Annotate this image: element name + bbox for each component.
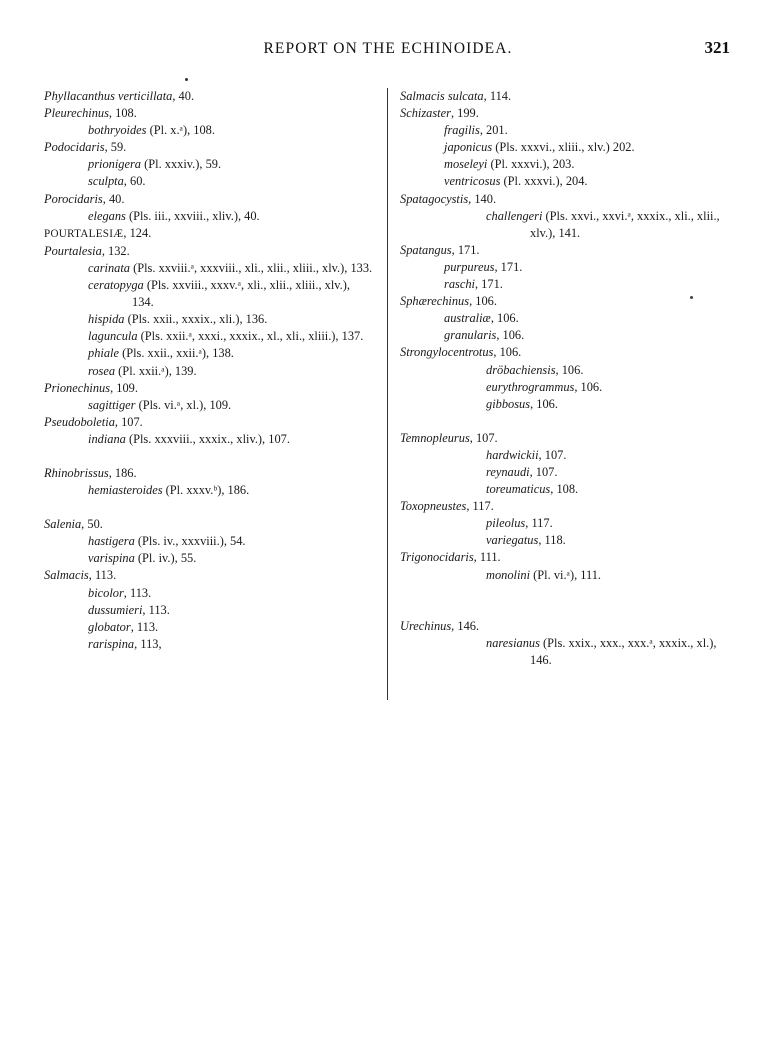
index-entry-reference: , 40. bbox=[102, 191, 125, 206]
index-entry-reference: , 59. bbox=[104, 140, 127, 155]
index-entry-name: hastigera bbox=[88, 534, 135, 549]
index-entry bbox=[88, 345, 374, 362]
index-entry-reference: , 113. bbox=[123, 585, 152, 600]
index-entry bbox=[486, 379, 740, 396]
index-entry-reference: , 132. bbox=[101, 243, 130, 258]
index-column-left bbox=[44, 88, 374, 653]
index-entry-name: Salenia bbox=[44, 517, 82, 532]
index-entry bbox=[44, 243, 374, 260]
index-entry-name: challengeri bbox=[486, 208, 543, 223]
index-entry-name: varispina bbox=[88, 551, 135, 566]
index-entry bbox=[400, 549, 740, 566]
index-entry-reference: (Pls. xxix., xxx., xxx.ᵃ, xxxix., xl.), 146. bbox=[530, 635, 717, 667]
index-entry-name: purpureus bbox=[444, 259, 495, 274]
index-entry bbox=[400, 242, 740, 259]
index-entry-reference: , 117. bbox=[525, 516, 553, 531]
page-header bbox=[0, 40, 776, 66]
index-entry bbox=[88, 550, 374, 567]
index-entry-reference: , 114. bbox=[483, 89, 512, 103]
index-entry-name: Sphærechinus bbox=[400, 294, 470, 309]
index-entry-reference: , 124. bbox=[123, 225, 152, 240]
index-entry-name: phiale bbox=[88, 346, 119, 361]
index-entry bbox=[44, 88, 374, 105]
index-entry-reference: , 186. bbox=[108, 465, 137, 480]
index-entry-name: granularis bbox=[444, 328, 497, 343]
index-entry-reference: (Pl. x.ᵃ), 108. bbox=[146, 123, 215, 138]
index-entry bbox=[444, 259, 740, 276]
index-entry bbox=[44, 105, 374, 122]
index-entry bbox=[486, 481, 740, 498]
index-entry-name: globator bbox=[88, 619, 131, 634]
index-entry bbox=[44, 139, 374, 156]
index-entry-name: Spatangus bbox=[400, 242, 452, 257]
index-entry-reference: , 118. bbox=[538, 533, 566, 548]
index-entry-reference: , 113, bbox=[134, 636, 162, 651]
index-entry-name: Salmacis bbox=[44, 568, 89, 583]
index-entry bbox=[88, 397, 374, 414]
index-entry bbox=[486, 362, 740, 379]
index-entry-reference: , 111. bbox=[473, 550, 501, 565]
index-entry-name: Strongylocentrotus bbox=[400, 345, 494, 360]
index-entry bbox=[88, 619, 374, 636]
index-entry-name: Pseudoboletia bbox=[44, 414, 115, 429]
index-entry-reference: , 146. bbox=[451, 618, 480, 633]
index-entry-name: gibbosus bbox=[486, 396, 531, 411]
index-entry-reference: (Pl. xxxv.ᵇ), 186. bbox=[162, 483, 250, 498]
index-entry bbox=[400, 498, 740, 515]
index-entry bbox=[444, 122, 740, 139]
index-entry bbox=[486, 208, 740, 242]
index-entry-name: dussumieri bbox=[88, 602, 143, 617]
index-entry-reference: , 201. bbox=[479, 123, 508, 138]
index-entry-reference: , 108. bbox=[550, 482, 579, 497]
index-entry-name: raschi bbox=[444, 277, 475, 292]
index-entry-name: laguncula bbox=[88, 329, 138, 344]
index-entry-reference: (Pls. xxvi., xxvi.ᵃ, xxxix., xli., xlii., xlv.), 141. bbox=[530, 208, 720, 240]
index-entry-name: indiana bbox=[88, 431, 126, 446]
index-entry-name: hemiasteroides bbox=[88, 483, 163, 498]
index-entry bbox=[88, 311, 374, 328]
index-entry-reference: (Pls. xxxvi., xliii., xlv.) 202. bbox=[492, 140, 635, 155]
index-entry-reference: (Pl. xxii.ᵃ), 139. bbox=[115, 363, 197, 378]
index-entry bbox=[444, 327, 740, 344]
index-entry-name: variegatus bbox=[486, 533, 539, 548]
index-entry-reference: (Pl. iv.), 55. bbox=[134, 551, 197, 566]
index-entry bbox=[444, 139, 740, 156]
index-entry bbox=[44, 191, 374, 208]
index-entry bbox=[88, 260, 374, 277]
index-entry-reference: , 199. bbox=[450, 106, 479, 121]
index-entry-name: rarispina bbox=[88, 636, 135, 651]
index-entry-name: reynaudi bbox=[486, 464, 530, 479]
index-entry bbox=[88, 431, 374, 448]
index-entry-name: rosea bbox=[88, 363, 116, 378]
index-entry-reference: , 171. bbox=[494, 259, 523, 274]
index-entry bbox=[400, 105, 740, 122]
index-entry-name: Podocidaris bbox=[44, 140, 105, 155]
index-entry-reference: , 171. bbox=[474, 277, 503, 292]
index-entry bbox=[88, 363, 374, 380]
index-entry-reference: , 113. bbox=[88, 568, 117, 583]
running-head-title: REPORT ON THE ECHINOIDEA. bbox=[263, 40, 513, 57]
index-entry-reference: , 171. bbox=[451, 242, 480, 257]
index-entry-name: naresianus bbox=[486, 635, 540, 650]
index-entry bbox=[486, 515, 740, 532]
index-entry-name: eurythrogrammus bbox=[486, 379, 575, 394]
index-entry-name: carinata bbox=[88, 260, 130, 275]
index-entry bbox=[44, 465, 374, 482]
index-entry-name: sagittiger bbox=[88, 397, 136, 412]
index-entry-name: Prionechinus bbox=[44, 380, 111, 395]
index-entry-reference: (Pls. xxii., xxxix., xli.), 136. bbox=[124, 312, 268, 327]
index-entry-name: Urechinus bbox=[400, 618, 452, 633]
index-entry bbox=[444, 276, 740, 293]
index-entry bbox=[400, 191, 740, 208]
index-entry bbox=[400, 430, 740, 447]
index-entry-reference: , 113. bbox=[142, 602, 170, 617]
index-entry bbox=[88, 173, 374, 190]
index-entry-name: Pourtalesia bbox=[44, 243, 102, 258]
index-entry-reference: (Pls. xxviii., xxxv.ᵃ, xli., xlii., xliii., xlv.), 134. bbox=[132, 278, 350, 310]
index-entry bbox=[88, 328, 374, 345]
index-entry bbox=[44, 414, 374, 431]
index-entry-reference: , 113. bbox=[130, 619, 159, 634]
index-entry-name: pileolus bbox=[486, 516, 526, 531]
index-spacer bbox=[400, 601, 740, 618]
index-entry-name: fragilis bbox=[444, 123, 480, 138]
page-number: 321 bbox=[704, 38, 730, 57]
index-entry-name: moseleyi bbox=[444, 157, 488, 172]
index-entry bbox=[44, 380, 374, 397]
index-entry-reference: , 117. bbox=[466, 499, 494, 514]
index-entry bbox=[88, 636, 374, 653]
index-entry-reference: , 108. bbox=[108, 106, 137, 121]
index-entry bbox=[88, 208, 374, 225]
index-entry-reference: , 107. bbox=[538, 447, 567, 462]
index-entry-reference: , 106. bbox=[574, 379, 603, 394]
index-entry-name: POURTALESIÆ bbox=[44, 227, 124, 240]
index-spacer bbox=[400, 413, 740, 430]
index-entry bbox=[44, 516, 374, 533]
index-entry-reference: (Pls. iv., xxxviii.), 54. bbox=[134, 534, 246, 549]
index-entry-reference: (Pl. xxxvi.), 203. bbox=[487, 157, 575, 172]
index-entry bbox=[486, 396, 740, 413]
index-entry bbox=[400, 88, 740, 105]
index-entry bbox=[400, 293, 740, 310]
index-entry-name: sculpta bbox=[88, 174, 124, 189]
index-entry-name: Rhinobrissus bbox=[44, 465, 109, 480]
index-entry bbox=[88, 585, 374, 602]
index-entry-reference: , 106. bbox=[530, 396, 558, 411]
index-entry bbox=[486, 635, 740, 669]
index-entry-reference: (Pls. xxviii.ᵃ, xxxviii., xli., xlii., xliii., xlv.), 133. bbox=[130, 260, 373, 275]
index-entry-name: dröbachiensis bbox=[486, 362, 556, 377]
index-entry bbox=[400, 618, 740, 635]
index-entry-reference: (Pl. xxxvi.), 204. bbox=[500, 174, 588, 189]
index-entry-reference: (Pls. xxii., xxii.ᵃ), 138. bbox=[118, 346, 234, 361]
index-entry-name: japonicus bbox=[444, 140, 493, 155]
index-entry-reference: , 50. bbox=[81, 517, 103, 532]
index-entry-name: bicolor bbox=[88, 585, 124, 600]
index-entry-name: ceratopyga bbox=[88, 278, 144, 293]
index-spacer bbox=[44, 448, 374, 465]
index-entry-name: Schizaster bbox=[400, 106, 451, 121]
index-entry-reference: , 106. bbox=[469, 294, 497, 309]
index-entry bbox=[444, 173, 740, 190]
index-spacer bbox=[400, 584, 740, 601]
index-entry-reference: (Pl. vi.ᵃ), 111. bbox=[530, 567, 602, 582]
index-entry-name: Spatagocystis bbox=[400, 191, 469, 206]
index-entry-reference: (Pls. vi.ᵃ, xl.), 109. bbox=[135, 397, 232, 412]
index-entry-name: hispida bbox=[88, 312, 125, 327]
index-entry-reference: (Pls. xxxviii., xxxix., xliv.), 107. bbox=[125, 431, 290, 446]
index-entry-reference: , 106. bbox=[493, 345, 522, 360]
index-entry bbox=[444, 156, 740, 173]
index-entry bbox=[444, 310, 740, 327]
index-entry-reference: , 60. bbox=[123, 174, 146, 189]
index-entry-name: toreumaticus bbox=[486, 482, 551, 497]
index-entry-reference: , 140. bbox=[468, 191, 497, 206]
index-entry-name: australiæ bbox=[444, 311, 491, 326]
index-entry-name: Pleurechinus bbox=[44, 106, 109, 121]
index-entry bbox=[486, 464, 740, 481]
index-entry-reference: (Pls. xxii.ᵃ, xxxi., xxxix., xl., xli., xliii.), 137. bbox=[137, 329, 364, 344]
index-entry bbox=[88, 533, 374, 550]
index-entry bbox=[88, 277, 374, 311]
index-entry bbox=[88, 156, 374, 173]
index-entry-name: Temnopleurus bbox=[400, 430, 470, 445]
index-entry-name: Salmacis sulcata bbox=[400, 89, 484, 103]
ink-speck-top bbox=[185, 78, 188, 81]
index-entry-reference: (Pls. iii., xxviii., xliv.), 40. bbox=[125, 208, 260, 223]
index-entry-name: Porocidaris bbox=[44, 191, 103, 206]
index-spacer bbox=[44, 499, 374, 516]
index-entry bbox=[486, 532, 740, 549]
index-entry-reference: , 106. bbox=[490, 311, 519, 326]
index-entry-name: elegans bbox=[88, 208, 126, 223]
index-entry-name: ventricosus bbox=[444, 174, 501, 189]
index-entry bbox=[88, 602, 374, 619]
index-entry-name: Toxopneustes bbox=[400, 499, 467, 514]
index-entry bbox=[44, 225, 374, 243]
index-entry-name: bothryoides bbox=[88, 123, 147, 138]
index-entry bbox=[400, 344, 740, 361]
index-entry-name: monolini bbox=[486, 567, 531, 582]
index-entry-reference: , 107. bbox=[469, 430, 498, 445]
index-entry bbox=[486, 447, 740, 464]
index-columns bbox=[0, 88, 776, 728]
index-entry-reference: , 107. bbox=[529, 464, 558, 479]
index-entry-reference: (Pl. xxxiv.), 59. bbox=[141, 157, 222, 172]
index-entry-name: hardwickii bbox=[486, 447, 539, 462]
index-entry-name: prionigera bbox=[88, 157, 142, 172]
index-entry-reference: , 107. bbox=[114, 414, 143, 429]
index-entry-reference: , 106. bbox=[555, 362, 584, 377]
index-entry bbox=[44, 567, 374, 584]
index-column-right bbox=[400, 88, 740, 669]
index-entry-name: Phyllacanthus verticillata bbox=[44, 89, 173, 103]
index-entry bbox=[88, 122, 374, 139]
index-entry-reference: , 40. bbox=[172, 89, 195, 103]
index-entry-reference: , 106. bbox=[496, 328, 525, 343]
index-entry bbox=[88, 482, 374, 499]
index-entry-name: Trigonocidaris bbox=[400, 550, 474, 565]
index-entry bbox=[486, 567, 740, 584]
index-entry-reference: , 109. bbox=[110, 380, 138, 395]
